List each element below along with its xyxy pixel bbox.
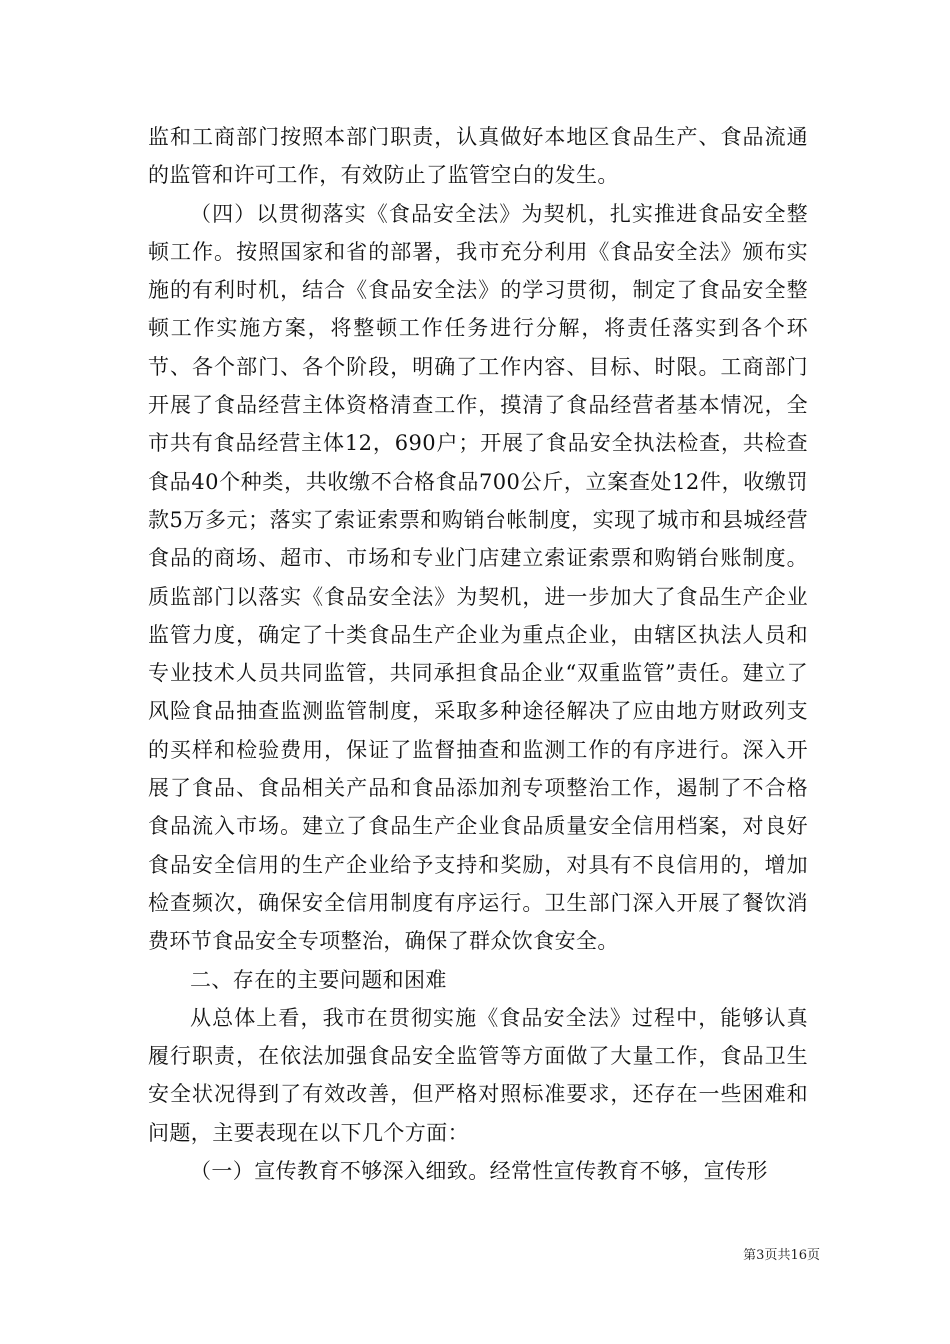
paragraph-section-four: （四）以贯彻落实《食品安全法》为契机，扎实推进食品安全整顿工作。按照国家和省的部署，我市充分利用《食品安全法》颁布实施的有利时机，结合《食品安全法》的学习贯彻，制定了食品安全整顿工作实施方案，将整顿工作任务进行分解，将责任落实到各个环节、各个部门、各个阶段，明确了工作内容、目标、时限。工商部门开展了食品经营主体资格清查工作，摸清了食品经营者基本情况，全市共有食品经营主体12，690户；开展了食品安全执法检查，共检查食品40个种类，共收缴不合格食品700公斤，立案查处12件，收缴罚款5万多元；落实了索证索票和购销台帐制度，实现了城市和县城经营食品的商场、超市、市场和专业门店建立索证索票和购销台账制度。质监部门以落实《食品安全法》为契机，进一步加大了食品生产企业监管力度，确定了十类食品生产企业为重点企业，由辖区执法人员和专业技术人员共同监管，共同承担食品企业“双重监管”责任。建立了风险食品抽查监测监管制度，采取多种途径解决了应由地方财政列支的买样和检验费用，保证了监督抽查和监测工作的有序进行。深入开展了食品、食品相关产品和食品添加剂专项整治工作，遏制了不合格食品流入市场。建立了食品生产企业食品质量安全信用档案，对良好食品安全信用的生产企业给予支持和奖励，对具有不良信用的，增加检查频次，确保安全信用制度有序运行。卫生部门深入开展了餐饮消费环节食品安全专项整治，确保了群众饮食安全。 — [148, 201, 808, 954]
paragraph-item-one: （一）宣传教育不够深入细致。经常性宣传教育不够，宣传形 — [190, 1159, 768, 1184]
document-body — [148, 118, 808, 1190]
page-number-footer: 第3页共16页 — [743, 1248, 820, 1263]
paragraph-continuation: 监和工商部门按照本部门职责，认真做好本地区食品生产、食品流通的监管和许可工作，有效防止了监管空白的发生。 — [148, 125, 808, 188]
paragraph-overview: 从总体上看，我市在贯彻实施《食品安全法》过程中，能够认真履行职责，在依法加强食品安全监管等方面做了大量工作，食品卫生安全状况得到了有效改善，但严格对照标准要求，还存在一些困难和问题，主要表现在以下几个方面： — [148, 1005, 808, 1145]
section-heading-problems: 二、存在的主要问题和困难 — [190, 967, 447, 992]
